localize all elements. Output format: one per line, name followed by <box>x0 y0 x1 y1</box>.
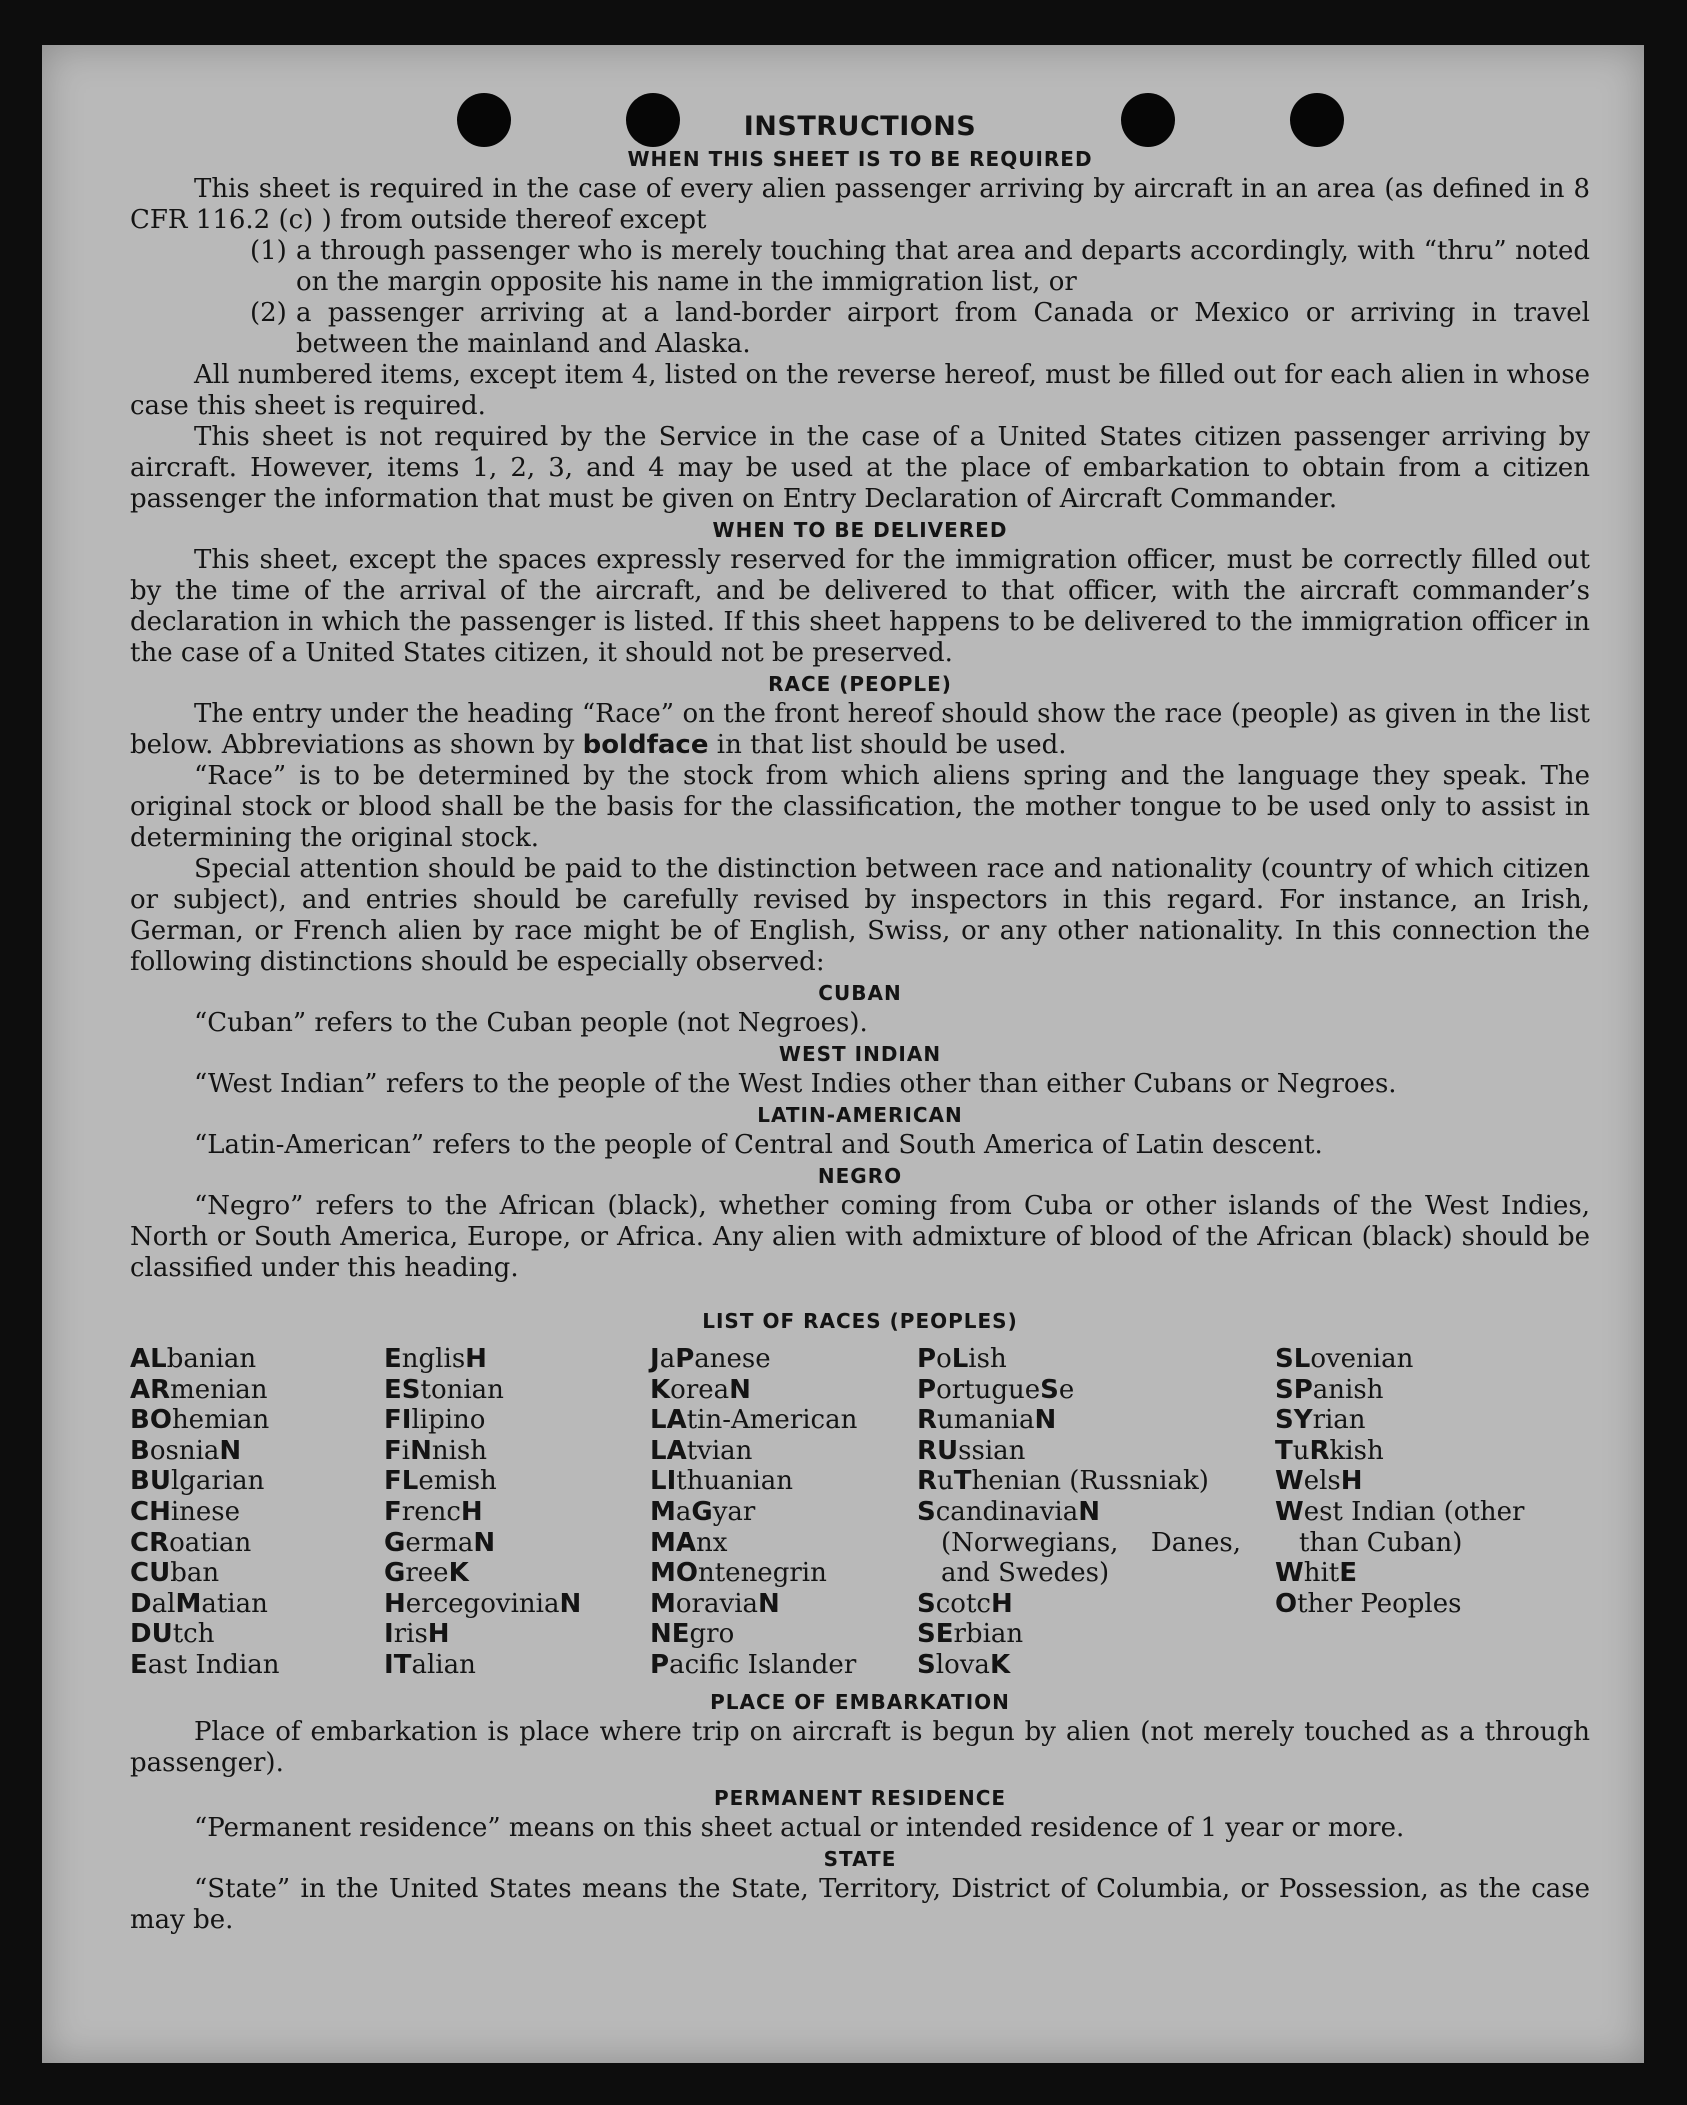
heading-state: STATE <box>823 1846 897 1871</box>
document-sheet <box>42 45 1644 2063</box>
heading-cuban: CUBAN <box>818 981 902 1005</box>
race-list <box>130 1344 1590 1681</box>
race-entry: SYrian <box>1275 1405 1366 1436</box>
race-entry: GreeK <box>384 1558 469 1589</box>
heading-latin-american: LATIN-AMERICAN <box>757 1103 963 1127</box>
race-entry: DalMatian <box>130 1588 268 1619</box>
race-entry: FIlipino <box>384 1405 486 1436</box>
heading-permanent-residence: PERMANENT RESIDENCE <box>713 1785 1007 1810</box>
race-entry: ALbanian <box>130 1344 257 1374</box>
race-entry: FLemish <box>384 1466 497 1497</box>
paragraph: “Race” is to be determined by the stock from which aliens spring and the language they speak. The original stock or blood shall be the basis for the classification, the mother tongue to be used only to assist in determining the original stock. <box>130 761 1590 853</box>
race-entry: RuThenian (Russniak) <box>917 1466 1209 1497</box>
paragraph: Place of embarkation is place where trip on aircraft is begun by alien (not merely touched as a through passenger). <box>130 1716 1590 1778</box>
race-entry: ScotcH <box>917 1588 1013 1619</box>
race-entry: NEgro <box>650 1619 735 1650</box>
race-entry: SErbian <box>917 1619 1024 1650</box>
definition-text: “West Indian” refers to the people of the West Indies other than either Cubans or Negroes. <box>194 1069 1397 1099</box>
paragraph-text: The entry under the heading “Race” on the front hereof should show the race (people) as given in the list below. Abbreviations as shown by <box>130 699 1590 760</box>
race-entry: JaPanese <box>650 1344 771 1374</box>
definition-text: “Negro” refers to the African (black), whether coming from Cuba or other islands of the West Indies, North or South America, Europe, or Africa. Any alien with admixture of blood of the African (black) should be classified under this heading. <box>130 1191 1590 1283</box>
race-entry: LAtvian <box>650 1435 753 1466</box>
race-entry: PoLish <box>917 1344 1007 1374</box>
race-column <box>650 1344 917 1681</box>
definition-text: “Latin-American” refers to the people of Central and South America of Latin descent. <box>194 1130 1323 1160</box>
definition-text: “Cuban” refers to the Cuban people (not Negroes). <box>194 1008 868 1038</box>
race-entry: CUban <box>130 1558 220 1589</box>
list-item-number: (1) <box>250 236 287 266</box>
race-entry: SLovenian <box>1275 1344 1414 1374</box>
race-entry: KoreaN <box>650 1374 751 1405</box>
heading-negro: NEGRO <box>817 1164 903 1188</box>
instructions-body <box>130 110 1590 1936</box>
race-entry: MAnx <box>650 1527 728 1558</box>
race-entry: LIthuanian <box>650 1466 794 1497</box>
race-entry: PortugueSe <box>917 1374 1075 1405</box>
list-item-text: a passenger arriving at a land-border airport from Canada or Mexico or arriving in travel between the mainland and Alaska. <box>296 298 1590 359</box>
paragraph: “State” in the United States means the State, Territory, District of Columbia, or Possession, as the case may be. <box>130 1873 1590 1935</box>
race-entry: East Indian <box>130 1649 280 1680</box>
race-entry: EnglisH <box>384 1344 487 1374</box>
race-entry: ITalian <box>384 1649 476 1680</box>
race-entry: RumaniaN <box>917 1405 1057 1436</box>
race-column <box>384 1344 650 1681</box>
race-entry: BosniaN <box>130 1435 242 1466</box>
race-entry: FiNnish <box>384 1435 488 1466</box>
paragraph: All numbered items, except item 4, listed on the reverse hereof, must be filled out for each alien in whose case this sheet is required. <box>130 360 1590 421</box>
list-item <box>250 298 1590 360</box>
race-entry: SlovaK <box>917 1649 1011 1680</box>
race-entry: HercegoviniaN <box>384 1588 582 1619</box>
paragraph: This sheet is not required by the Service in the case of a United States citizen passenger arriving by aircraft. However, items 1, 2, 3, and 4 may be used at the place of embarkation to obtain from a citizen passenger the information that must be given on Entry Declaration of Aircraft Commander. <box>130 422 1590 514</box>
race-entry: WhitE <box>1275 1558 1357 1589</box>
race-entry: ScandinaviaN (Norwegians, Danes, and Swedes) <box>917 1496 1241 1589</box>
paragraph: “Permanent residence” means on this sheet actual or intended residence of 1 year or more. <box>194 1812 1405 1843</box>
list-item-number: (2) <box>250 298 287 328</box>
paragraph <box>130 699 1590 761</box>
race-entry: MaGyar <box>650 1496 756 1527</box>
race-column <box>1275 1344 1565 1681</box>
race-column <box>130 1344 384 1681</box>
paragraph: Special attention should be paid to the distinction between race and nationality (country of which citizen or subject), and entries should be carefully revised by inspectors in this regard. For instance, an Irish, German, or French alien by race might be of English, Swiss, or any other nationality. In this connection the following distinctions should be especially observed: <box>130 854 1590 977</box>
heading-when-delivered: WHEN TO BE DELIVERED <box>712 518 1008 542</box>
race-entry: TuRkish <box>1275 1435 1384 1466</box>
heading-west-indian: WEST INDIAN <box>778 1042 942 1066</box>
race-entry: IrisH <box>384 1619 450 1650</box>
paragraph-text: in that list should be used. <box>716 730 1067 760</box>
race-entry: CHinese <box>130 1496 241 1527</box>
race-entry: GermaN <box>384 1527 496 1558</box>
page-title: INSTRUCTIONS <box>743 111 977 142</box>
race-entry: MoraviaN <box>650 1588 780 1619</box>
race-entry: WelsH <box>1275 1466 1363 1497</box>
race-entry: SPanish <box>1275 1374 1384 1405</box>
race-entry: CRoatian <box>130 1527 252 1558</box>
race-entry: Other Peoples <box>1275 1588 1462 1619</box>
paragraph: This sheet, except the spaces expressly reserved for the immigration officer, must be correctly filled out by the time of the arrival of the aircraft, and be delivered to that officer, with the aircraft commander’s declaration in which the passenger is listed. If this sheet happens to be delivered to the immigration officer in the case of a United States citizen, it should not be preserved. <box>130 545 1590 668</box>
heading-when-required: WHEN THIS SHEET IS TO BE REQUIRED <box>627 147 1093 171</box>
boldface-word: boldface <box>582 730 709 760</box>
race-entry: BOhemian <box>130 1405 270 1436</box>
race-entry: ARmenian <box>130 1374 268 1405</box>
race-column <box>917 1344 1275 1681</box>
heading-list-of-races: LIST OF RACES (PEOPLES) <box>702 1309 1018 1333</box>
race-entry: EStonian <box>384 1374 504 1405</box>
race-entry: LAtin-American <box>650 1405 858 1436</box>
race-entry: FrencH <box>384 1496 483 1527</box>
heading-place-of-embarkation: PLACE OF EMBARKATION <box>710 1689 1010 1714</box>
race-entry: BUlgarian <box>130 1466 265 1497</box>
list-item <box>250 236 1590 298</box>
list-item-text: a through passenger who is merely touching that area and departs accordingly, with “thru” noted on the margin opposite his name in the immigration list, or <box>296 236 1590 297</box>
race-entry: MOntenegrin <box>650 1558 827 1589</box>
paragraph: This sheet is required in the case of every alien passenger arriving by aircraft in an area (as defined in 8 CFR 116.2 (c) ) from outside thereof except <box>130 174 1590 235</box>
race-entry: West Indian (other than Cuban) <box>1275 1496 1525 1558</box>
race-entry: DUtch <box>130 1619 215 1650</box>
race-entry: RUssian <box>917 1435 1026 1466</box>
race-entry: Pacific Islander <box>650 1649 857 1680</box>
heading-race: RACE (PEOPLE) <box>768 672 952 696</box>
